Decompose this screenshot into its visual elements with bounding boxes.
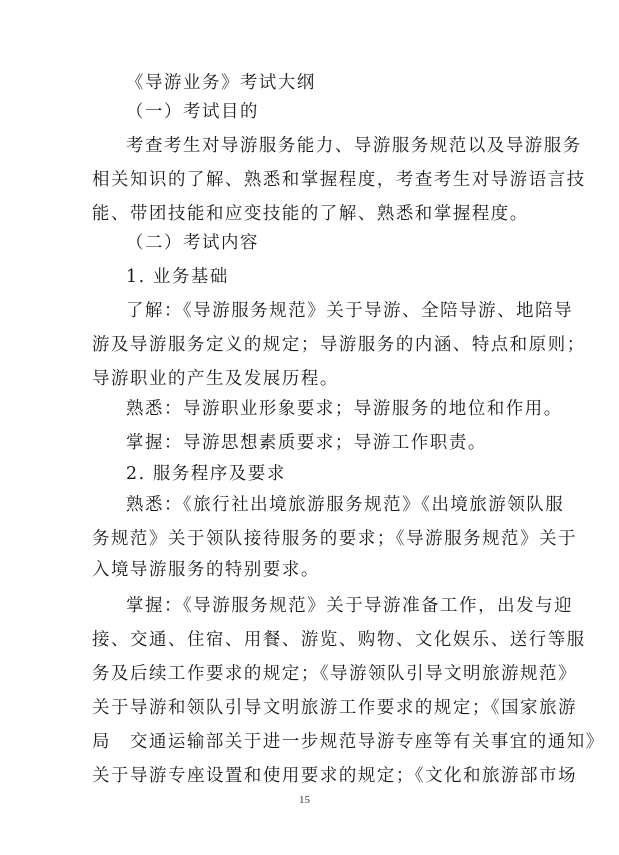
- page-number: 15: [299, 794, 310, 806]
- paragraph-line: 入境导游服务的特别要求。: [92, 560, 320, 580]
- paragraph-line: 务及后续工作要求的规定；《导游领队引导文明旅游规范》: [92, 664, 578, 684]
- subsection-heading-service-procedures: 2. 服务程序及要求: [126, 464, 286, 484]
- section-heading-exam-purpose: （一）考试目的: [126, 102, 259, 122]
- paragraph-line: 熟悉：导游职业形象要求；导游服务的地位和作用。: [126, 399, 563, 419]
- paragraph-line: 了解：《导游服务规范》关于导游、全陪导游、地陪导: [126, 301, 574, 321]
- subsection-heading-business-basics: 1. 业务基础: [126, 267, 229, 287]
- paragraph-line: 局 交通运输部关于进一步规范导游专座等有关事宜的通知》: [92, 732, 605, 752]
- paragraph-line: 能、带团技能和应变技能的了解、熟悉和掌握程度。: [92, 204, 529, 224]
- paragraph-line: 掌握：导游思想素质要求；导游工作职责。: [126, 433, 487, 453]
- paragraph-line: 关于导游和领队引导文明旅游工作要求的规定；《国家旅游: [92, 698, 578, 718]
- paragraph-line: 导游职业的产生及发展历程。: [92, 369, 339, 389]
- paragraph-line: 掌握：《导游服务规范》关于导游准备工作，出发与迎: [126, 596, 574, 616]
- paragraph-line: 务规范》关于领队接待服务的要求；《导游服务规范》关于: [92, 529, 578, 549]
- paragraph-line: 接、交通、住宿、用餐、游览、购物、文化娱乐、送行等服: [92, 630, 586, 650]
- paragraph-line: 游及导游服务定义的规定；导游服务的内涵、特点和原则；: [92, 335, 586, 355]
- paragraph-line: 相关知识的了解、熟悉和掌握程度，考查考生对导游语言技: [92, 170, 586, 190]
- paragraph-line: 考查考生对导游服务能力、导游服务规范以及导游服务: [126, 136, 582, 156]
- section-heading-exam-content: （二）考试内容: [126, 233, 259, 253]
- document-title: 《导游业务》考试大纲: [126, 73, 316, 93]
- paragraph-line: 关于导游专座设置和使用要求的规定；《文化和旅游部市场: [92, 766, 578, 786]
- paragraph-line: 熟悉：《旅行社出境旅游服务规范》《出境旅游领队服: [126, 495, 565, 515]
